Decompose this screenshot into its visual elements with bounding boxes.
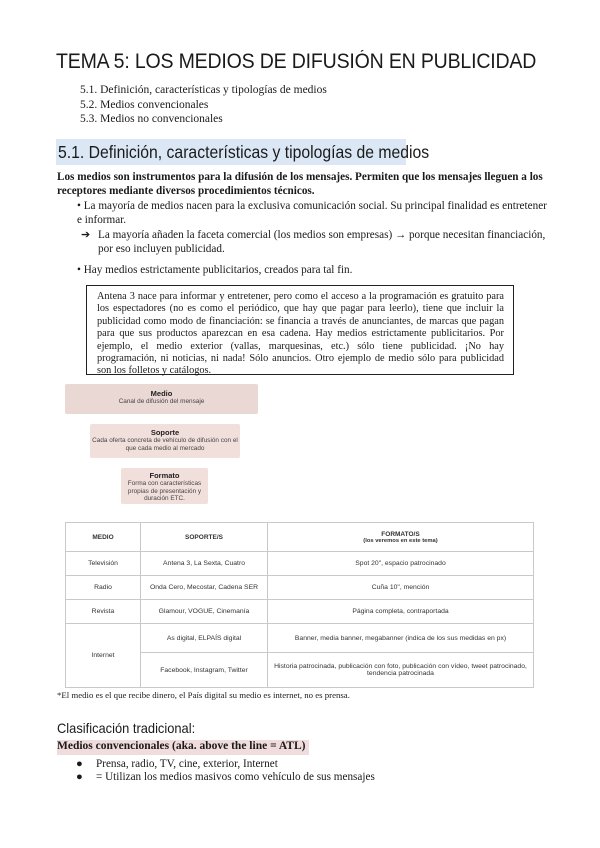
intro-paragraph: Los medios son instrumentos para la difusión de los mensajes. Permiten que los mensajes lleguen a los receptores mediante diversos procedimientos técnicos. — [57, 171, 543, 197]
toc-item[interactable]: 5.3. Medios no convencionales — [80, 113, 223, 125]
sub-heading: Clasificación tradicional: — [57, 720, 196, 736]
diagram-desc: Forma con características propias de presentación y duración ETC. — [127, 480, 202, 502]
table-header-note: (los veremos en este tema) — [363, 537, 438, 544]
toc-item[interactable]: 5.1. Definición, características y tipologías de medios — [80, 84, 327, 96]
list-text: = Utilizan los medios masivos como vehículo de sus mensajes — [96, 771, 375, 783]
table-cell: Cuña 10", mención — [268, 576, 534, 600]
table-cell: Onda Cero, Mecostar, Cadena SER — [141, 576, 268, 600]
bullet-text: La mayoría añaden la faceta comercial (los medios son empresas) → porque necesitan financiación, por eso incluyen publicidad. — [98, 229, 546, 255]
footnote: *El medio es el que recibe dinero, el País digital su medio es internet, no es prensa. — [57, 690, 350, 700]
table-row — [66, 576, 534, 600]
arrow-bullet-item — [81, 228, 548, 256]
table-cell: As digital, ELPAÍS digital — [141, 624, 268, 653]
diagram-formato — [121, 468, 208, 504]
diagram-label: Formato — [149, 471, 180, 480]
table-header-text: FORMATO/S — [381, 530, 420, 538]
table-cell: Glamour, VOGUE, Cinemanía — [141, 600, 268, 624]
diagram-label: Medio — [150, 389, 173, 398]
section-heading — [56, 139, 430, 165]
page-title: TEMA 5: LOS MEDIOS DE DIFUSIÓN EN PUBLICIDAD — [56, 50, 537, 73]
example-box: Antena 3 nace para informar y entretener, pero como el acceso a la programación es gratuito para los espectadores (no es como el periódico, que hay que pagar para leerlo), tiene que incluir la publicidad como modo de financiación: se financia a través de anunciantes, de marcas que pagan para que sus productos aparezcan en esa cadena. Hay medios estrictamente publicitarios. Por ejemplo, el medio exterior (vallas, marquesinas, etc.) sólo tiene publicidad. ¡No hay programación, ni noticias, ni nada! Sólo anuncios. Otro ejemplo de medio sólo para publicidad son los folletos y catálogos. — [86, 285, 514, 375]
bullet-item — [77, 263, 527, 277]
table-header: MEDIO — [66, 523, 141, 552]
list-item — [76, 757, 278, 771]
table-cell: Historia patrocinada, publicación con foto, publicación con vídeo, tweet patrocinado, tendencia patrocinada — [268, 653, 534, 688]
table-cell: Radio — [66, 576, 141, 600]
list-text: Prensa, radio, TV, cine, exterior, Internet — [96, 758, 278, 770]
table-header: SOPORTE/S — [141, 523, 268, 552]
table-header — [268, 523, 534, 552]
list-item — [76, 770, 375, 784]
table-cell: Banner, media banner, megabanner (indica de los sus medidas en px) — [268, 624, 534, 653]
table-cell: Revista — [66, 600, 141, 624]
table-of-contents — [80, 83, 327, 127]
table-cell: Antena 3, La Sexta, Cuatro — [141, 552, 268, 576]
arrow-icon: ➔ — [81, 229, 91, 241]
table-row — [66, 624, 534, 653]
diagram-desc: Canal de difusión del mensaje — [118, 398, 205, 405]
table-cell: Spot 20", espacio patrocinado — [268, 552, 534, 576]
table-row — [66, 600, 534, 624]
diagram-soporte — [90, 424, 240, 458]
table-cell: Página completa, contraportada — [268, 600, 534, 624]
diagram-label: Soporte — [150, 428, 180, 437]
bullet-marker: • — [77, 264, 81, 276]
bullet-text: La mayoría de medios nacen para la exclusiva comunicación social. Su principal finalidad es entretener e informar. — [77, 200, 547, 226]
table-row — [66, 552, 534, 576]
list-marker: ● — [76, 771, 83, 783]
table-cell: Televisión — [66, 552, 141, 576]
bullet-marker: • — [77, 200, 81, 212]
list-marker: ● — [76, 758, 83, 770]
diagram-medio — [65, 384, 258, 414]
bullet-text: Hay medios estrictamente publicitarios, creados para tal fin. — [83, 264, 353, 276]
table-cell: Internet — [66, 624, 141, 688]
section-heading-text: 5.1. Definición, características y tipologías de medios — [58, 142, 430, 162]
media-table — [65, 522, 534, 688]
diagram-desc: Cada oferta concreta de vehículo de difusión con el que cada medio al mercado — [92, 437, 238, 452]
highlighted-heading: Medios convencionales (aka. above the line = ATL) — [57, 740, 309, 755]
toc-item[interactable]: 5.2. Medios convencionales — [80, 98, 209, 111]
table-cell: Facebook, Instagram, Twitter — [141, 653, 268, 688]
bullet-item — [77, 199, 547, 227]
